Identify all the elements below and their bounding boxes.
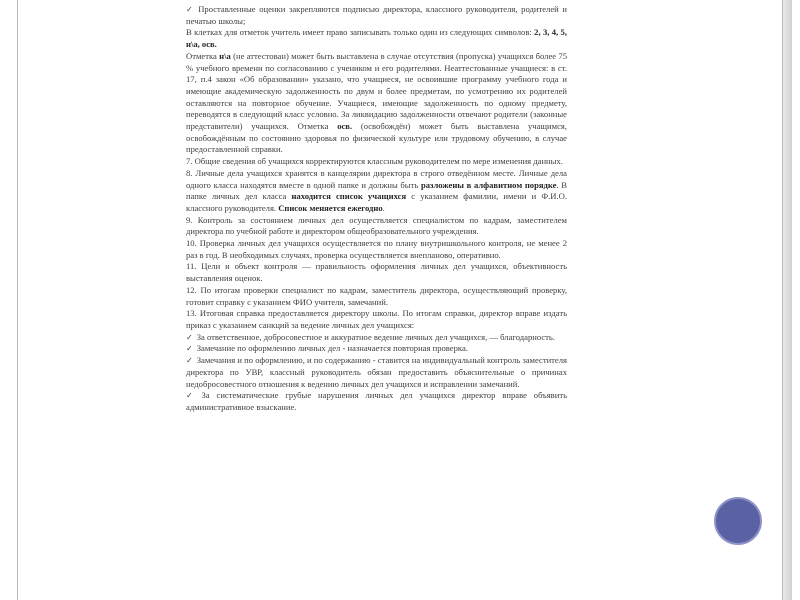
checklist-text: Замечание по оформлению личных дел - назначается повторная проверка. [196, 343, 468, 354]
checklist-text: За систематические грубые нарушения личных дел учащихся директор вправе объявить административное взыскание. [186, 390, 567, 412]
marks-text: (освобождён) может быть выставлена учащимся, освобождённым по состоянию здоровья по физической культуре или трудовому обучению, в случае предоставленной справки. [186, 121, 567, 155]
paragraph-marks [186, 51, 567, 156]
checklist-item [186, 355, 567, 390]
item-8-text: 8. Личные дела учащихся хранятся в канцелярии директора в строго отведённом месте. Личные дела одного класса находятся вместе в одной папке и должны быть [186, 167, 567, 190]
checklist-item [186, 343, 567, 355]
item-11: 11. Цели и объект контроля — правильность оформления личных дел учащихся, объективность выставления оценок. [186, 261, 567, 284]
checklist-text: Проставленные оценки закрепляются подписью директора, классного руководителя, родителей и печатью школы; [186, 4, 568, 26]
circle-nav-button[interactable] [714, 497, 762, 545]
document-text [186, 4, 567, 414]
checklist-text: Замечания и по оформлению, и по содержанию - ставится на индивидуальный контроль заместителя директора по УВР, классный руководитель обязан предоставить объяснительные о причинах недобросовестного отношения к ведению личных дел учащихся и исправлении замечаний. [186, 355, 567, 389]
item-12: 12. По итогам проверки специалист по кадрам, заместитель директора, осуществляющий проверку, готовит справку с указанием ФИО учителя, замечаний. [186, 284, 567, 307]
item-8 [186, 168, 567, 215]
item-10: 10. Проверка личных дел учащихся осуществляется по плану внутришкольного контроля, не менее 2 раз в год. В необходимых случаях, проверка осуществляется внепланово, оперативно. [186, 238, 567, 260]
mark-na: н\а [219, 50, 231, 61]
symbols-list: 2, 3, 4, 5, н\а, осв. [186, 27, 567, 50]
item-8-bold: находится список учащихся [291, 191, 407, 202]
checklist-text: За ответственное, добросовестное и аккуратное ведение личных дел учащихся, — благодарность. [196, 331, 555, 342]
item-9: 9. Контроль за состоянием личных дел осуществляется специалистом по кадрам, заместителем директора по учебной работе и директором общеобразовательного учреждения. [186, 214, 567, 237]
item-7: 7. Общие сведения об учащихся корректируются классным руководителем по мере изменения данных. [186, 156, 563, 167]
marks-text: Отметка [186, 50, 220, 61]
item-8-bold: Список меняется ежегодно [278, 202, 383, 213]
checklist-item [186, 390, 567, 413]
right-decorative-strip [783, 0, 792, 600]
item-8-text: . В папке личных дел класса [186, 179, 567, 202]
mark-osv: осв. [337, 121, 353, 132]
item-13: 13. Итоговая справка предоставляется директору школы. По итогам справки, директор вправе издать приказ с указанием санкций за ведение личных дел учащихся: [186, 308, 567, 330]
item-8-text: с указанием фамилии, имени и Ф.И.О. классного руководителя. [186, 191, 568, 213]
item-8-bold: разложены в алфавитном порядке [420, 179, 557, 190]
marks-text: (не аттестован) может быть выставлена в случае отсутствия (пропуска) учащихся более 75 % учебного времени по согласованию с учеником и его родителями. Неаттестованные учащиеся: в ст. 17, п.4 закон «Об образовании» указано, что учащиеся, не освоившие программу учебного года и имеющие академическую задолженность по двум и более предметам, по усмотрению их родителей оставляются на повторное обучение. Учащиеся, имеющие задолженность по одному предмету, переводятся в следующий класс условно. За ликвидацию задолженности отвечают родители (законные представители) учащихся. Отметка [186, 50, 568, 132]
checklist-item [186, 332, 567, 344]
left-frame-line [17, 0, 18, 600]
item-8-text: . [382, 202, 385, 213]
symbols-text: В клетках для отметок учитель имеет право записывать только один из следующих символов: [186, 27, 535, 38]
paragraph-symbols [186, 27, 567, 50]
checklist-item [186, 4, 567, 27]
